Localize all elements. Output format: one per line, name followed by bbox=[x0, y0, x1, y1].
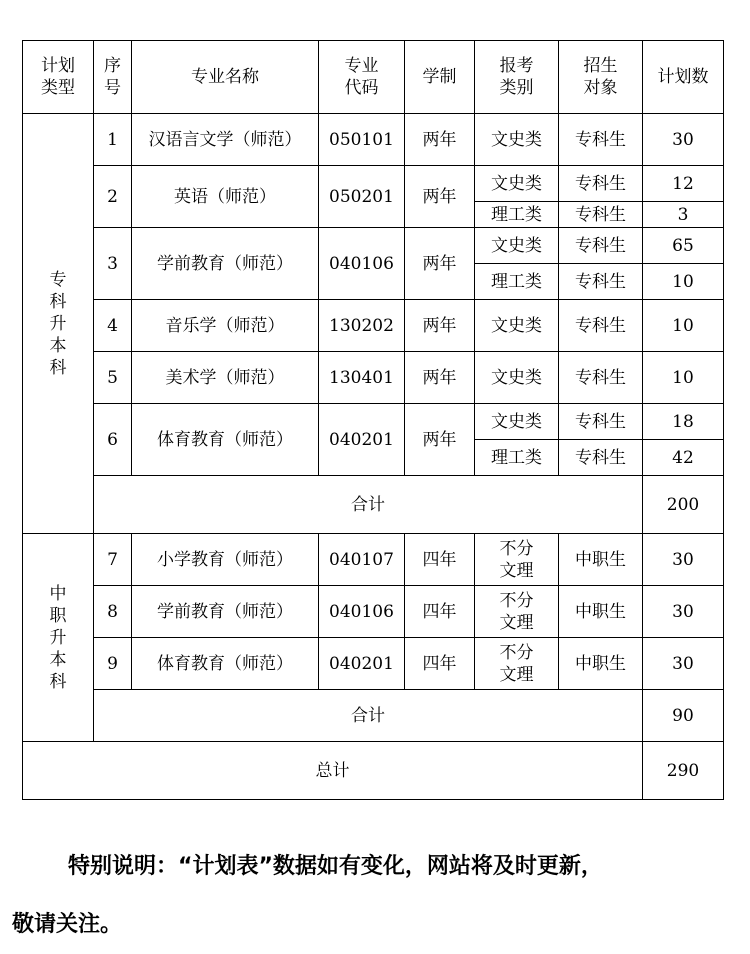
subtotal-label: 合计 bbox=[94, 476, 643, 534]
target-cell: 专科生 bbox=[559, 404, 643, 440]
category-text: 不分 文理 bbox=[499, 642, 534, 685]
major-name-cell: 美术学（师范） bbox=[132, 352, 319, 404]
enrollment-plan-table bbox=[22, 40, 724, 800]
category-text: 不分 文理 bbox=[499, 538, 534, 581]
vertical-char: 科 bbox=[49, 357, 67, 378]
major-name-cell: 英语（师范） bbox=[132, 166, 319, 228]
count-cell: 30 bbox=[643, 534, 724, 586]
count-cell: 10 bbox=[643, 352, 724, 404]
count-cell: 42 bbox=[643, 440, 724, 476]
seq-cell: 9 bbox=[94, 638, 132, 690]
category-cell: 理工类 bbox=[475, 202, 559, 228]
table-row bbox=[23, 638, 724, 690]
table-row bbox=[23, 300, 724, 352]
major-code-cell: 040106 bbox=[319, 586, 405, 638]
target-cell: 专科生 bbox=[559, 352, 643, 404]
table-row bbox=[23, 534, 724, 586]
vertical-char: 科 bbox=[49, 291, 67, 312]
category-cell: 文史类 bbox=[475, 228, 559, 264]
seq-cell: 7 bbox=[94, 534, 132, 586]
major-name-cell: 汉语言文学（师范） bbox=[132, 114, 319, 166]
seq-cell: 5 bbox=[94, 352, 132, 404]
header-plan-count: 计划数 bbox=[643, 41, 724, 114]
major-name-cell: 体育教育（师范） bbox=[132, 404, 319, 476]
table-row bbox=[23, 228, 724, 264]
header-major-name: 专业名称 bbox=[132, 41, 319, 114]
major-code-cell: 050201 bbox=[319, 166, 405, 228]
vertical-char: 升 bbox=[49, 627, 67, 648]
major-code-cell: 040107 bbox=[319, 534, 405, 586]
duration-cell: 四年 bbox=[405, 638, 475, 690]
header-target bbox=[559, 41, 643, 114]
seq-cell: 4 bbox=[94, 300, 132, 352]
target-cell: 专科生 bbox=[559, 300, 643, 352]
target-cell: 专科生 bbox=[559, 440, 643, 476]
duration-cell: 两年 bbox=[405, 228, 475, 300]
seq-cell: 6 bbox=[94, 404, 132, 476]
major-name-cell: 学前教育（师范） bbox=[132, 586, 319, 638]
duration-cell: 四年 bbox=[405, 586, 475, 638]
seq-cell: 8 bbox=[94, 586, 132, 638]
category-cell bbox=[475, 638, 559, 690]
category-cell: 文史类 bbox=[475, 404, 559, 440]
major-code-cell: 040201 bbox=[319, 404, 405, 476]
duration-cell: 两年 bbox=[405, 300, 475, 352]
vertical-char: 科 bbox=[49, 671, 67, 692]
category-cell: 文史类 bbox=[475, 352, 559, 404]
count-cell: 30 bbox=[643, 638, 724, 690]
total-row bbox=[23, 742, 724, 800]
target-cell: 中职生 bbox=[559, 586, 643, 638]
duration-cell: 两年 bbox=[405, 404, 475, 476]
target-cell: 中职生 bbox=[559, 638, 643, 690]
header-seq bbox=[94, 41, 132, 114]
category-cell bbox=[475, 534, 559, 586]
vertical-char: 职 bbox=[49, 605, 67, 626]
category-cell: 理工类 bbox=[475, 264, 559, 300]
table-row bbox=[23, 114, 724, 166]
target-cell: 中职生 bbox=[559, 534, 643, 586]
target-cell: 专科生 bbox=[559, 202, 643, 228]
duration-cell: 两年 bbox=[405, 166, 475, 228]
target-cell: 专科生 bbox=[559, 228, 643, 264]
major-code-cell: 040201 bbox=[319, 638, 405, 690]
category-cell bbox=[475, 586, 559, 638]
table-row bbox=[23, 586, 724, 638]
note-line-1: 特别说明：“计划表”数据如有变化，网站将及时更新， bbox=[68, 854, 603, 879]
header-major-code-text: 专业 代码 bbox=[344, 56, 379, 98]
header-row bbox=[23, 41, 724, 114]
major-code-cell: 130401 bbox=[319, 352, 405, 404]
category-cell: 理工类 bbox=[475, 440, 559, 476]
table-row bbox=[23, 404, 724, 440]
total-value: 290 bbox=[643, 742, 724, 800]
count-cell: 3 bbox=[643, 202, 724, 228]
group1-type-cell bbox=[23, 114, 94, 534]
count-cell: 10 bbox=[643, 264, 724, 300]
category-text: 不分 文理 bbox=[499, 590, 534, 633]
duration-cell: 四年 bbox=[405, 534, 475, 586]
category-cell: 文史类 bbox=[475, 166, 559, 202]
group2-type-cell bbox=[23, 534, 94, 742]
count-cell: 12 bbox=[643, 166, 724, 202]
target-cell: 专科生 bbox=[559, 114, 643, 166]
target-cell: 专科生 bbox=[559, 166, 643, 202]
group2-type-text bbox=[23, 583, 93, 693]
category-cell: 文史类 bbox=[475, 114, 559, 166]
vertical-char: 中 bbox=[49, 583, 67, 604]
major-code-cell: 040106 bbox=[319, 228, 405, 300]
subtotal-value: 90 bbox=[643, 690, 724, 742]
note-line-2: 敬请关注。 bbox=[12, 912, 123, 937]
major-code-cell: 050101 bbox=[319, 114, 405, 166]
count-cell: 30 bbox=[643, 114, 724, 166]
duration-cell: 两年 bbox=[405, 114, 475, 166]
duration-cell: 两年 bbox=[405, 352, 475, 404]
count-cell: 65 bbox=[643, 228, 724, 264]
major-code-cell: 130202 bbox=[319, 300, 405, 352]
major-name-cell: 音乐学（师范） bbox=[132, 300, 319, 352]
special-note bbox=[12, 838, 742, 954]
count-cell: 10 bbox=[643, 300, 724, 352]
header-duration: 学制 bbox=[405, 41, 475, 114]
header-plan-type-text: 计划 类型 bbox=[41, 56, 75, 98]
total-label: 总计 bbox=[23, 742, 643, 800]
major-name-cell: 体育教育（师范） bbox=[132, 638, 319, 690]
count-cell: 30 bbox=[643, 586, 724, 638]
subtotal-value: 200 bbox=[643, 476, 724, 534]
header-category-text: 报考 类别 bbox=[499, 56, 534, 98]
header-plan-type bbox=[23, 41, 94, 114]
major-name-cell: 学前教育（师范） bbox=[132, 228, 319, 300]
seq-cell: 2 bbox=[94, 166, 132, 228]
seq-cell: 1 bbox=[94, 114, 132, 166]
count-cell: 18 bbox=[643, 404, 724, 440]
subtotal-row bbox=[23, 476, 724, 534]
table-row bbox=[23, 352, 724, 404]
group1-type-text bbox=[23, 269, 93, 379]
header-seq-text: 序 号 bbox=[104, 56, 121, 98]
table-row bbox=[23, 166, 724, 202]
header-target-text: 招生 对象 bbox=[583, 56, 618, 98]
vertical-char: 升 bbox=[49, 313, 67, 334]
vertical-char: 本 bbox=[49, 335, 67, 356]
header-category bbox=[475, 41, 559, 114]
major-name-cell: 小学教育（师范） bbox=[132, 534, 319, 586]
subtotal-row bbox=[23, 690, 724, 742]
header-major-code bbox=[319, 41, 405, 114]
subtotal-label: 合计 bbox=[94, 690, 643, 742]
vertical-char: 专 bbox=[49, 269, 67, 290]
category-cell: 文史类 bbox=[475, 300, 559, 352]
seq-cell: 3 bbox=[94, 228, 132, 300]
target-cell: 专科生 bbox=[559, 264, 643, 300]
vertical-char: 本 bbox=[49, 649, 67, 670]
